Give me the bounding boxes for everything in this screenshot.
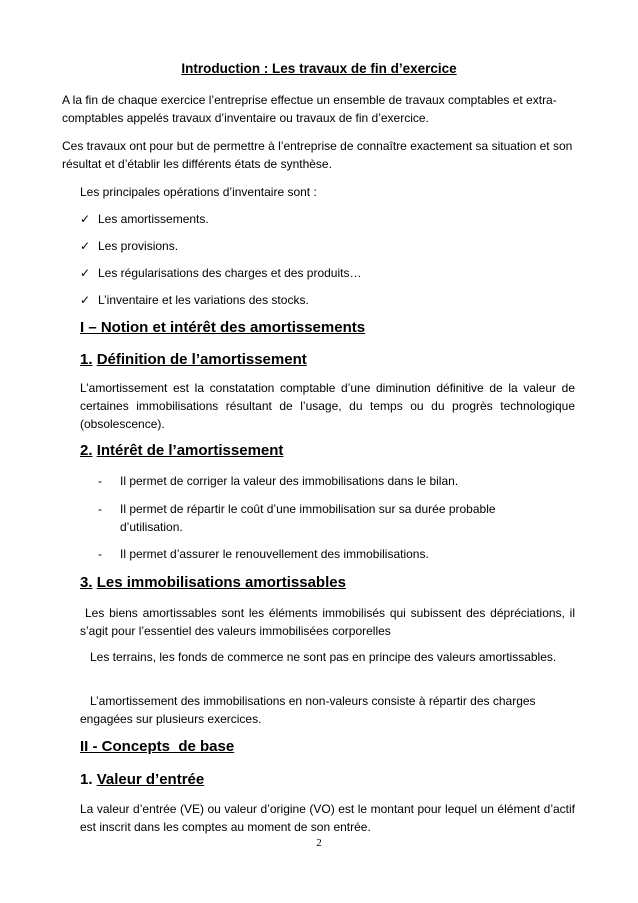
- section-1-sub-2-heading: [80, 442, 283, 459]
- heading-label: Valeur d’entrée: [96, 771, 205, 788]
- heading-label: Les immobilisations amortissables: [96, 574, 346, 591]
- list-item: [98, 545, 548, 563]
- section-1-heading: I – Notion et intérêt des amortissements: [80, 319, 366, 336]
- section-1-sub-3-text-2: Les terrains, les fonds de commerce ne sont pas en principe des valeurs amortissables.: [90, 650, 557, 664]
- heading-label: Définition de l’amortissement: [96, 351, 307, 368]
- list-item: [80, 291, 560, 309]
- heading-label: Intérêt de l’amortissement: [96, 442, 284, 459]
- list-item-text: Il permet de corriger la valeur des immobilisations dans le bilan.: [120, 474, 459, 488]
- list-item: [98, 472, 548, 490]
- section-1-sub-1-text: L’amortissement est la constatation comptable d’une diminution définitive de la valeur de certaines immobilisations résultant de l’usage, du temps ou du progrès technologique (obsolescence).: [80, 381, 575, 431]
- heading-number: 1.: [80, 351, 93, 368]
- list-item-text: Les provisions.: [98, 239, 179, 253]
- check-icon: ✓: [80, 293, 91, 307]
- section-1-sub-3-text-3: L’amortissement des immobilisations en non-valeurs consiste à répartir des charges engagées sur plusieurs exercices.: [80, 694, 536, 726]
- check-icon: ✓: [80, 239, 91, 253]
- list-item-text: Il permet d’assurer le renouvellement des immobilisations.: [120, 547, 429, 561]
- heading-number: 1.: [80, 771, 93, 788]
- section-1-sub-1-heading: [80, 351, 307, 368]
- section-1-sub-3-text-1: Les biens amortissables sont les éléments immobilisés qui subissent des dépréciations, il s’agit pour l’essentiel des valeurs immobilisées corporelles: [80, 606, 575, 638]
- list-item: [80, 264, 560, 282]
- section-2-heading: II - Concepts de base: [80, 738, 235, 755]
- page-title: Introduction : Les travaux de fin d’exercice: [181, 61, 457, 76]
- section-1-sub-3-heading: [80, 574, 346, 591]
- list-item-text: Il permet de répartir le coût d’une immobilisation sur sa durée probable d’utilisation.: [120, 502, 496, 534]
- list-item-text: Les amortissements.: [98, 212, 209, 226]
- list-item-text: Les régularisations des charges et des produits…: [98, 266, 362, 280]
- dash-marker: -: [98, 547, 102, 561]
- check-icon: ✓: [80, 266, 91, 280]
- operations-intro: Les principales opérations d’inventaire sont :: [80, 185, 317, 199]
- list-item-text: L’inventaire et les variations des stocks.: [98, 293, 309, 307]
- list-item: [98, 500, 548, 536]
- page-number: 2: [316, 837, 322, 849]
- check-icon: ✓: [80, 212, 91, 226]
- list-item: [80, 210, 560, 228]
- heading-number: 2.: [80, 442, 93, 459]
- intro-paragraph-1: A la fin de chaque exercice l’entreprise effectue un ensemble de travaux comptables et extra-comptables appelés travaux d’inventaire ou travaux de fin d’exercice.: [62, 93, 557, 125]
- section-2-sub-1-heading: [80, 771, 204, 788]
- list-item: [80, 237, 560, 255]
- intro-paragraph-2: Ces travaux ont pour but de permettre à l’entreprise de connaître exactement sa situation et son résultat et d’établir les différents états de synthèse.: [62, 139, 573, 171]
- dash-marker: -: [98, 474, 102, 488]
- dash-marker: -: [98, 502, 102, 516]
- heading-number: 3.: [80, 574, 93, 591]
- section-2-sub-1-text: La valeur d’entrée (VE) ou valeur d’origine (VO) est le montant pour lequel un élément d’actif est inscrit dans les comptes au moment de son entrée.: [80, 802, 575, 834]
